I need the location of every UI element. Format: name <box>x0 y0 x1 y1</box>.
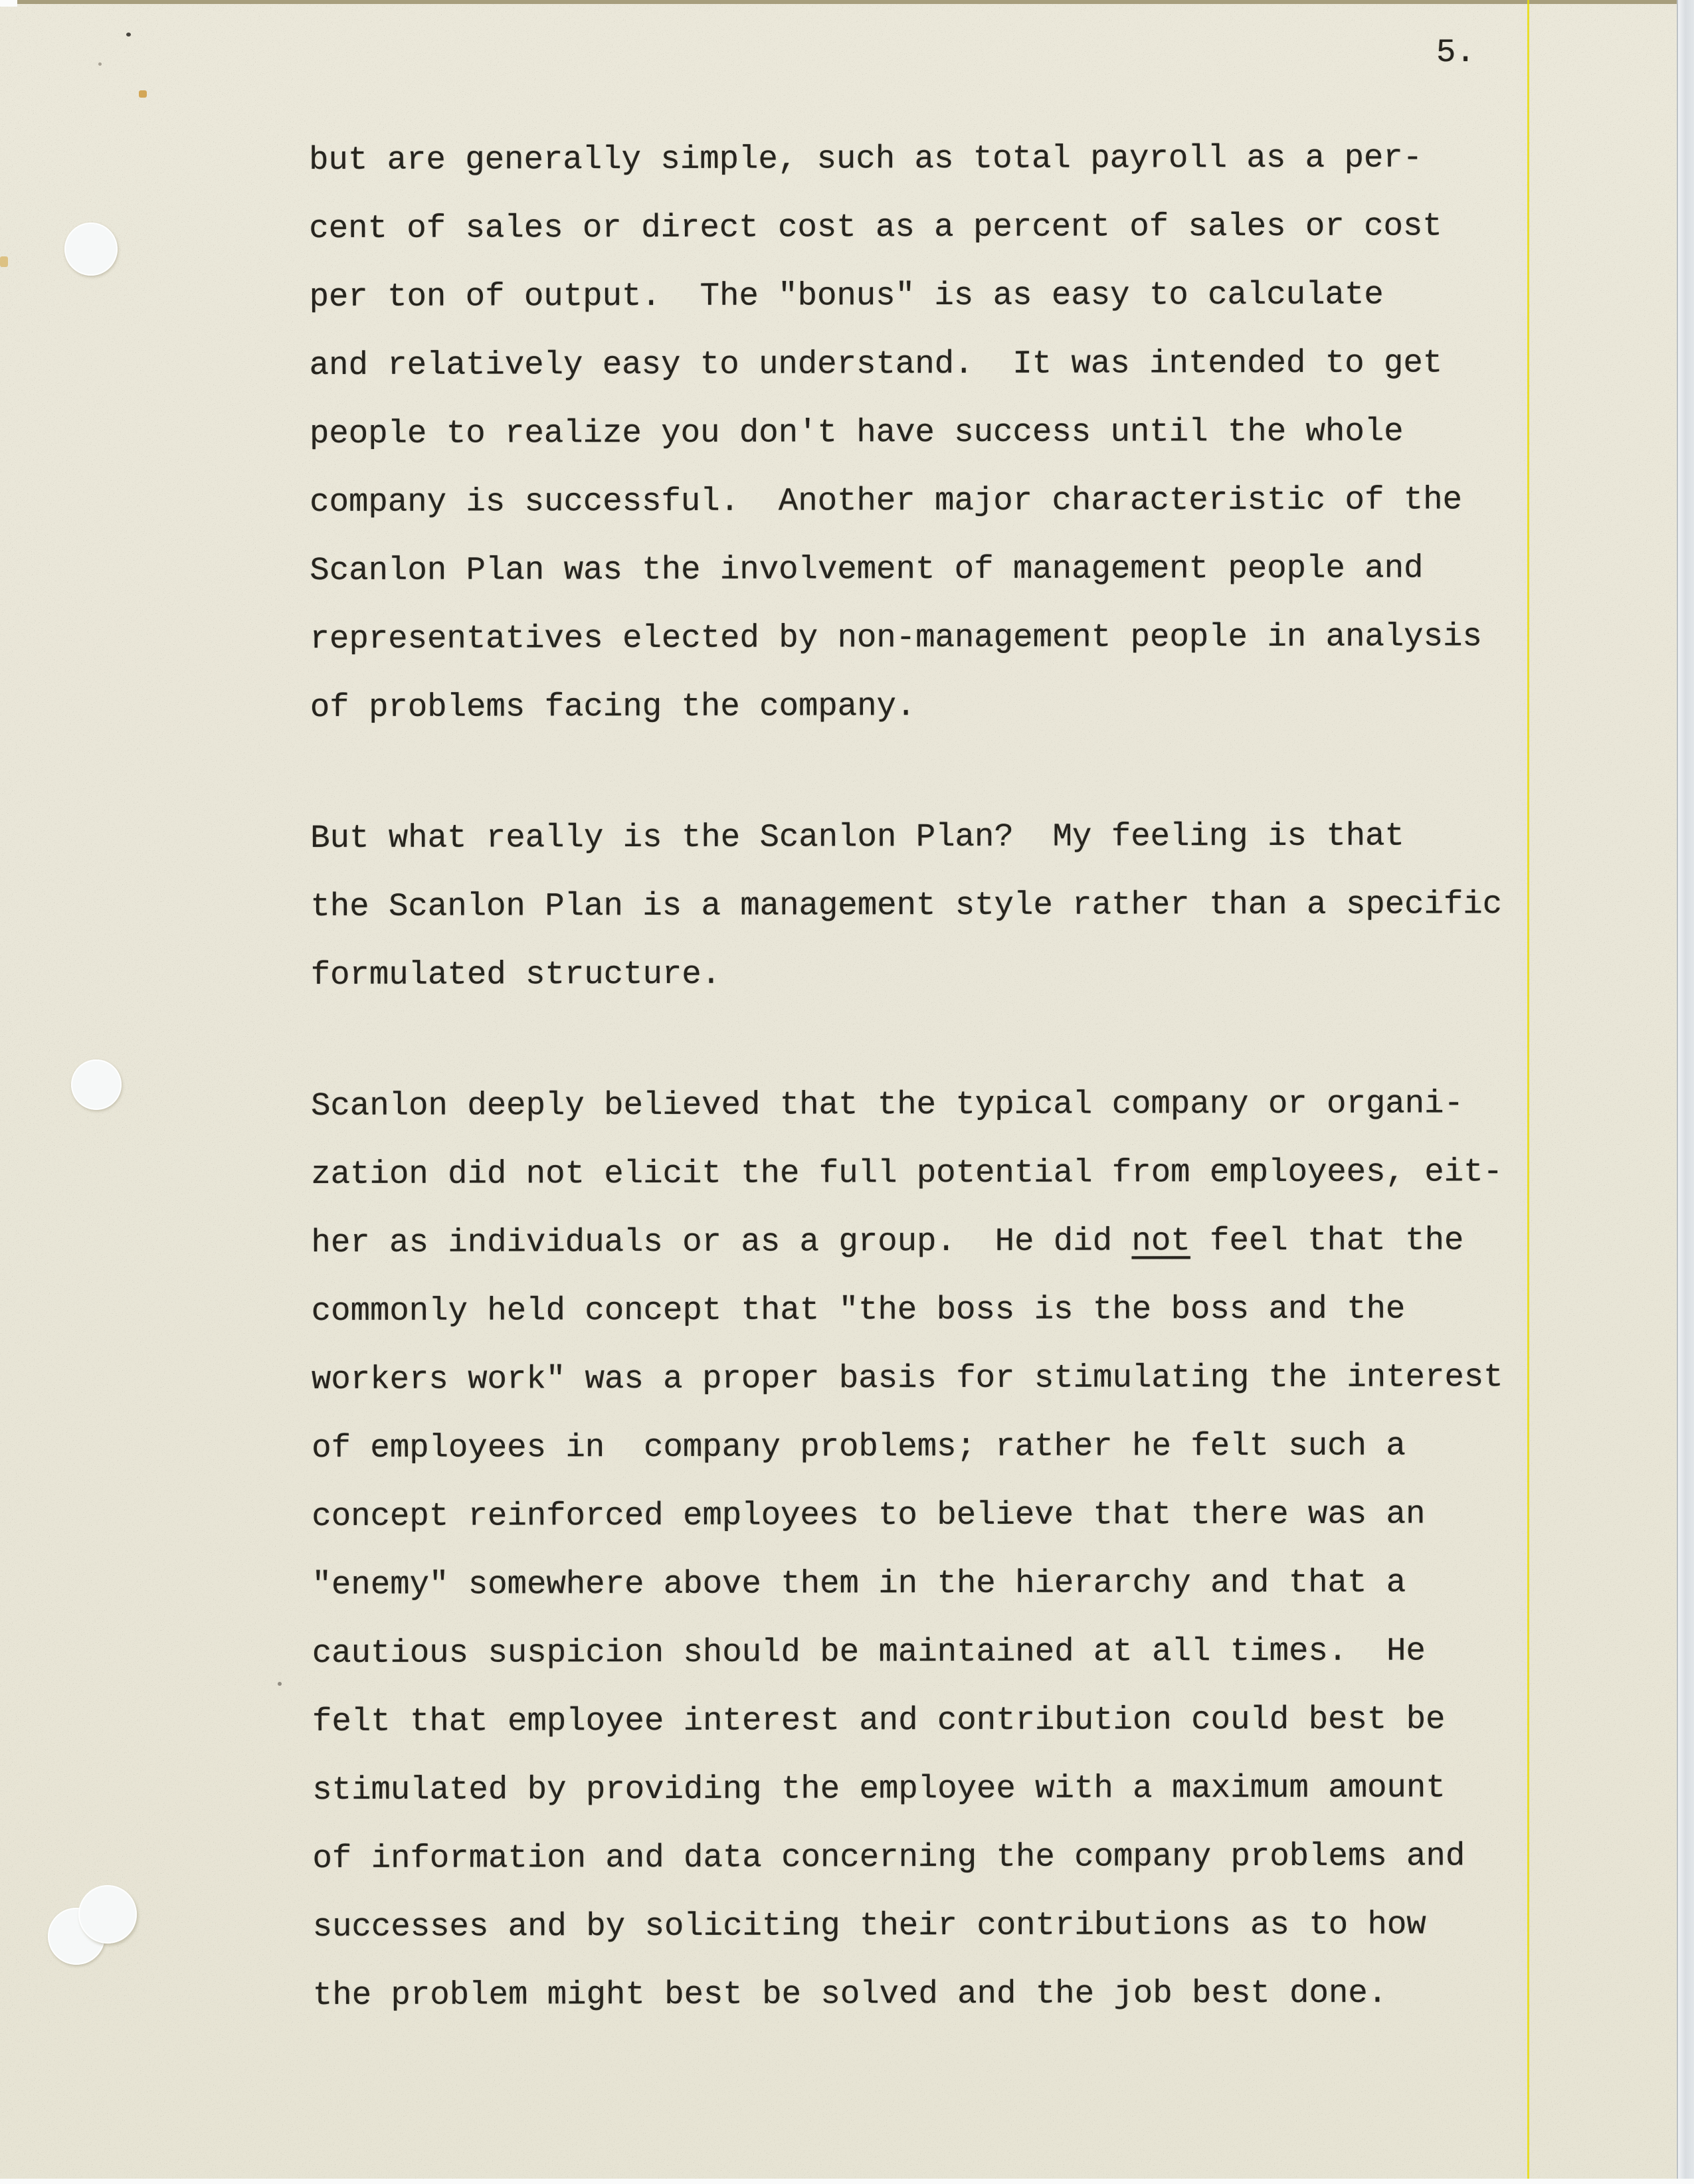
typed-text <box>309 124 1562 2030</box>
text-line: but are generally simple, such as total payroll as a per- <box>309 139 1423 179</box>
text-line: workers work" was a proper basis for stimulating the interest <box>311 1358 1503 1398</box>
text-line: of problems facing the company. <box>310 687 916 726</box>
paper-speck <box>98 62 102 66</box>
text-segment: feel that the <box>1190 1222 1464 1260</box>
text-line: "enemy" somewhere above them in the hierarchy and that a <box>312 1564 1406 1603</box>
text-line: the Scanlon Plan is a management style rather than a specific <box>310 885 1503 925</box>
text-line: felt that employee interest and contribution could best be <box>312 1700 1446 1740</box>
text-line: per ton of output. The "bonus" is as easy to calculate <box>309 276 1384 316</box>
scan-bottom-edge <box>0 2179 1694 2184</box>
text-line: Scanlon deeply believed that the typical company or organi- <box>311 1085 1464 1125</box>
paragraph <box>310 802 1560 1010</box>
paper-speck <box>139 90 147 98</box>
text-line <box>311 1206 1560 1277</box>
text-segment: her as individuals or as a group. He did <box>311 1222 1132 1261</box>
scan-corner-sliver <box>0 0 17 7</box>
text-line: cent of sales or direct cost as a percent of sales or cost <box>309 207 1442 247</box>
paragraph <box>311 1069 1562 2030</box>
text-line: Scanlon Plan was the involvement of management people and <box>310 549 1424 589</box>
text-line: and relatively easy to understand. It was intended to get <box>309 344 1443 384</box>
scan-top-edge <box>12 0 1694 4</box>
text-line: company is successful. Another major characteristic of the <box>310 481 1463 521</box>
punch-hole <box>78 1885 137 1944</box>
text-line: formulated structure. <box>310 955 721 994</box>
text-line: people to realize you don't have success until the whole <box>309 412 1404 452</box>
paper-speck <box>0 256 8 267</box>
text-line: concept reinforced employees to believe that there was an <box>312 1495 1426 1535</box>
text-line: commonly held concept that "the boss is the boss and the <box>311 1290 1406 1330</box>
text-line: successes and by soliciting their contributions as to how <box>312 1906 1426 1946</box>
page-number: 5. <box>1436 34 1475 71</box>
paper-speck <box>278 1682 282 1686</box>
text-line: zation did not elicit the full potential from employees, eit- <box>311 1153 1503 1193</box>
text-line: of employees in company problems; rather he felt such a <box>312 1427 1406 1467</box>
paragraph <box>309 124 1559 742</box>
text-line: of information and data concerning the company problems and <box>312 1837 1465 1877</box>
text-line: representatives elected by non-management people in analysis <box>310 618 1482 658</box>
punch-hole <box>71 1059 122 1110</box>
punch-hole <box>64 223 118 276</box>
text-line: But what really is the Scanlon Plan? My feeling is that <box>310 817 1404 857</box>
underlined-word: not <box>1131 1222 1190 1260</box>
text-line: stimulated by providing the employee with a maximum amount <box>312 1769 1446 1809</box>
scanner-background-strip <box>1677 0 1694 2184</box>
text-line: the problem might best be solved and the job best done. <box>312 1974 1388 2014</box>
text-line: cautious suspicion should be maintained at all times. He <box>312 1632 1426 1672</box>
paper-speck <box>126 33 131 37</box>
